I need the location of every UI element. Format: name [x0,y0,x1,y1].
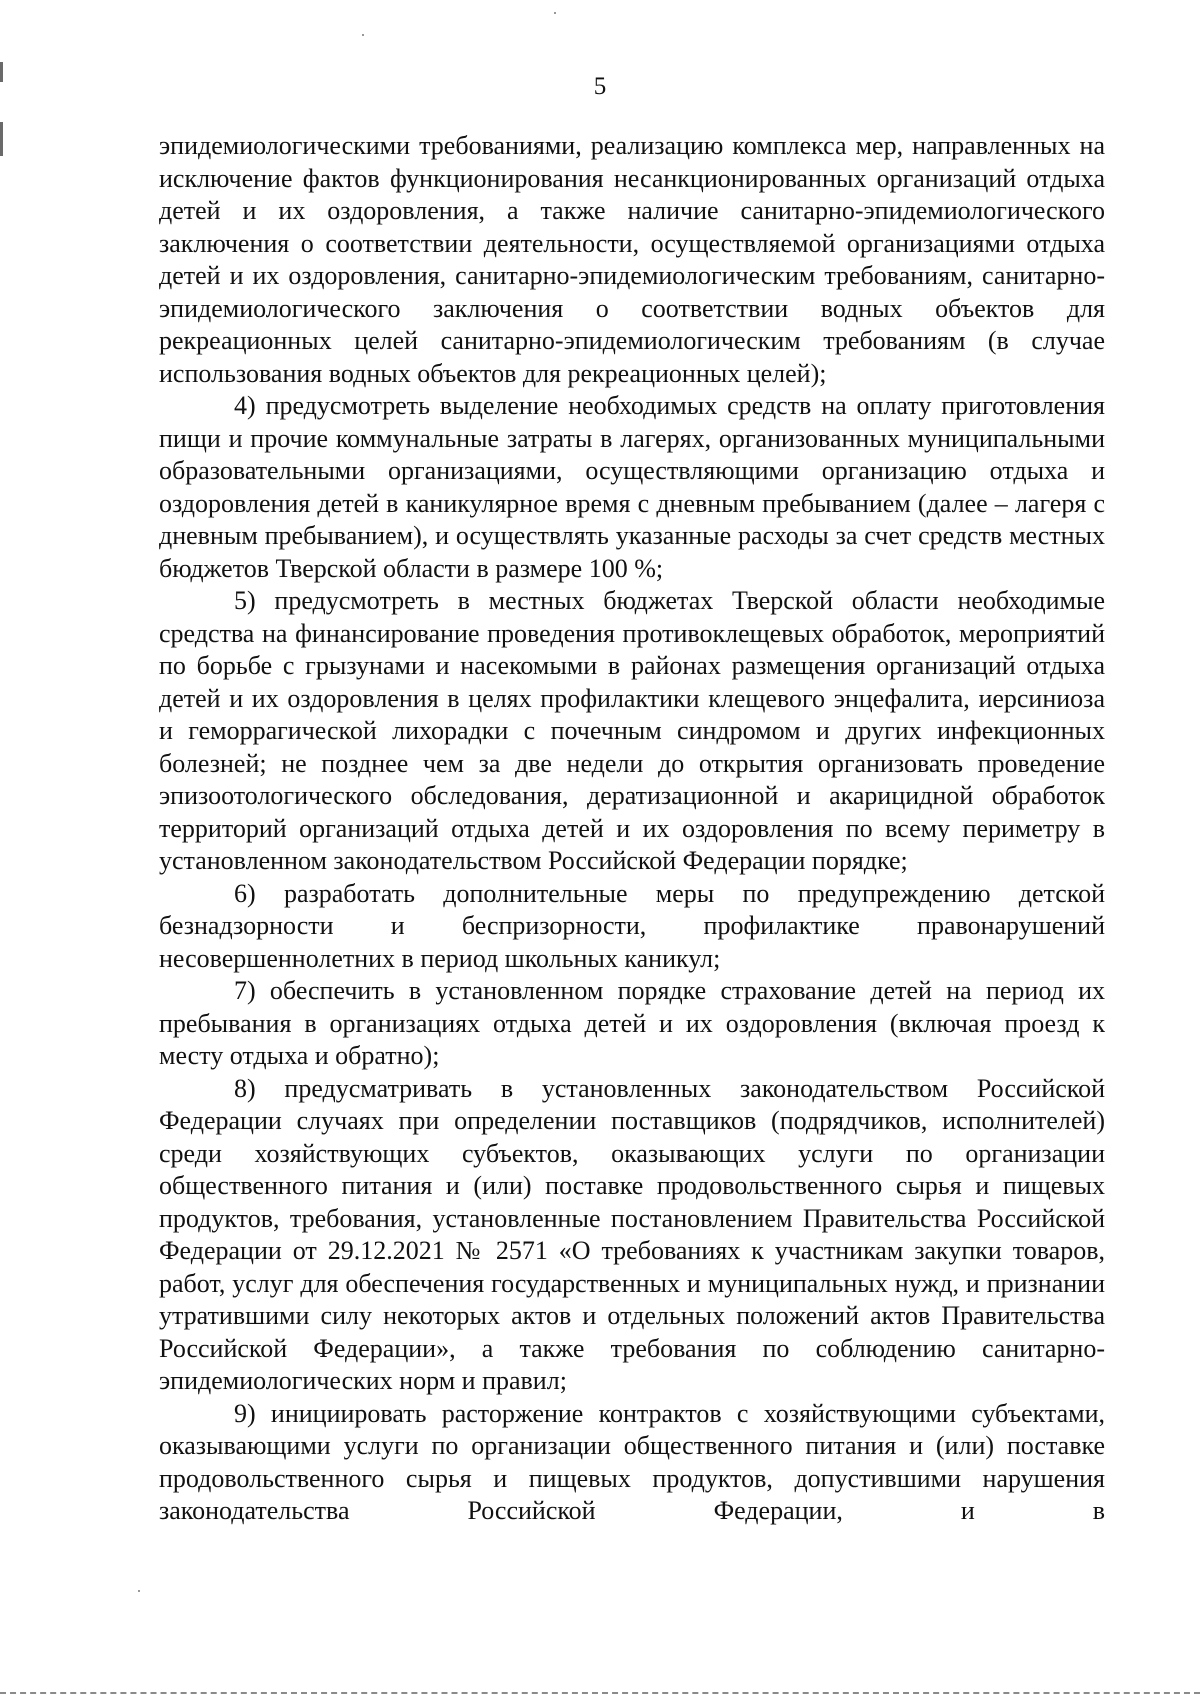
paragraph-item-6: 6) разработать дополнительные меры по предупреждению детской безнадзорности и беспризорности, профилактике правонарушений несовершеннолетних в период школьных каникул; [159,878,1105,973]
page-number: 5 [593,73,607,100]
document-body [159,130,1105,1528]
paragraph-item-8: 8) предусматривать в установленных законодательством Российской Федерации случаях при определении поставщиков (подрядчиков, исполнителей) среди хозяйствующих субъектов, оказывающих услуги по организации общественного питания и (или) поставке продовольственного сырья и пищевых продуктов, требования, установленные постановлением Правительства Российской Федерации от 29.12.2021 № 2571 «О требованиях к участникам закупки товаров, работ, услуг для обеспечения государственных и муниципальных нужд, и признании утратившими силу некоторых актов и отдельных положений актов Правительства Российской Федерации», а также требования по соблюдению санитарно-эпидемиологических норм и правил; [159,1073,1105,1395]
paragraph-item-5: 5) предусмотреть в местных бюджетах Тверской области необходимые средства на финансирование проведения противоклещевых обработок, мероприятий по борьбе с грызунами и насекомыми в районах размещения организаций отдыха детей и их оздоровления в целях профилактики клещевого энцефалита, иерсиниоза и геморрагической лихорадки с почечным синдромом и других инфекционных болезней; не позднее чем за две недели до открытия организовать проведение эпизоотологического обследования, дератизационной и акарицидной обработок территорий организаций отдыха детей и их оздоровления по всему периметру в установленном законодательством Российской Федерации порядке; [159,586,1105,875]
paragraph-item-4: 4) предусмотреть выделение необходимых средств на оплату приготовления пищи и прочие коммунальные затраты в лагерях, организованных муниципальными образовательными организациями, осуществляющими организацию отдыха и оздоровления детей в каникулярное время с дневным пребыванием (далее – лагеря с дневным пребыванием), и осуществлять указанные расходы за счет средств местных бюджетов Тверской области в размере 100 %; [159,391,1105,583]
paragraph-item-9: 9) инициировать расторжение контрактов с хозяйствующими субъектами, оказывающими услуги по организации общественного питания и (или) поставке продовольственного сырья и пищевых продуктов, допустившими нарушения законодательства Российской Федерации, и в [159,1398,1105,1525]
scan-speck [138,1590,140,1592]
scan-speck [362,34,364,36]
paragraph-item-7: 7) обеспечить в установленном порядке страхование детей на период их пребывания в организациях отдыха детей и их оздоровления (включая проезд к месту отдыха и обратно); [159,976,1105,1070]
scan-speck [554,12,556,14]
scan-edge-mark [0,122,3,156]
paragraph-continuation: эпидемиологическими требованиями, реализацию комплекса мер, направленных на исключение фактов функционирования несанкционированных организаций отдыха детей и их оздоровления, а также наличие санитарно-эпидемиологического заключения о соответствии деятельности, осуществляемой организациями отдыха детей и их оздоровления, санитарно-эпидемиологическим требованиям, санитарно-эпидемиологического заключения о соответствии водных объектов для рекреационных целей санитарно-эпидемиологическим требованиям (в случае использования водных объектов для рекреационных целей); [159,131,1105,388]
scan-bottom-edge [0,1692,1200,1694]
